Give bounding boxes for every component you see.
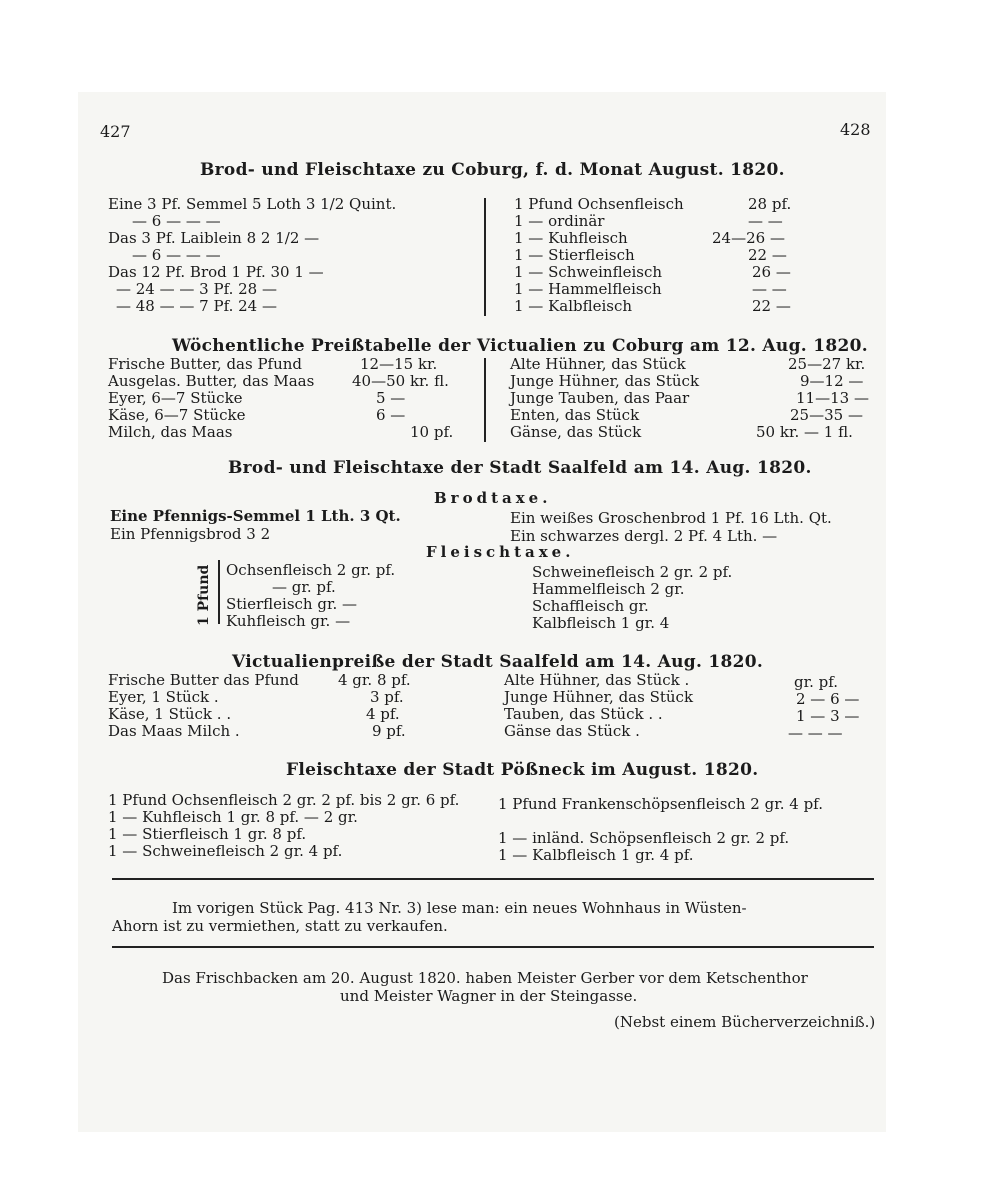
poessneck-meat-tax-title: Fleischtaxe der Stadt Pößneck im August. 1820. (286, 760, 759, 780)
table-row: — gr. pf. (272, 578, 336, 596)
table-row-price: 1 — 3 — (796, 707, 860, 725)
table-row: Schweinefleisch 2 gr. 2 pf. (532, 563, 733, 581)
table-row-price: 25—35 — (790, 406, 863, 424)
notice-line-3: (Nebst einem Bücherverzeichniß.) (614, 1013, 876, 1031)
table-row: Stierfleisch gr. — (226, 595, 358, 613)
table-row-item: Alte Hühner, das Stück (510, 355, 686, 373)
table-row: 1 — Stierfleisch 1 gr. 8 pf. (108, 825, 307, 843)
table-row-item: Tauben, das Stück . . (504, 705, 663, 723)
column-divider (484, 198, 486, 316)
table-row-item: Ausgelas. Butter, das Maas (108, 372, 315, 390)
side-label-pound: 1 Pfund (196, 564, 212, 626)
table-row-item: Eyer, 1 Stück . (108, 688, 219, 706)
table-row: Ein weißes Groschenbrod 1 Pf. 16 Lth. Qt. (510, 509, 832, 527)
bracket-line (218, 560, 220, 624)
table-row-price: 26 — (752, 263, 791, 281)
table-row-item: 1 Pfund Ochsenfleisch (514, 195, 684, 213)
table-row-item: Junge Hühner, das Stück (504, 688, 694, 706)
coburg-meat-tax-title: Brod- und Fleischtaxe zu Coburg, f. d. Monat August. 1820. (200, 160, 785, 180)
table-row: — 48 — — 7 Pf. 24 — (116, 297, 277, 315)
table-row-price: 4 gr. 8 pf. (338, 671, 411, 689)
table-row-price: 24—26 — (712, 229, 785, 247)
table-row-item: Junge Tauben, das Paar (510, 389, 690, 407)
table-row-price: 10 pf. (410, 423, 454, 441)
table-row-price: 9—12 — (800, 372, 864, 390)
table-row: 1 — Kalbfleisch 1 gr. 4 pf. (498, 846, 694, 864)
table-row-item: Das Maas Milch . (108, 722, 240, 740)
table-row-item: Käse, 6—7 Stücke (108, 406, 246, 424)
table-row: 1 — Kuhfleisch 1 gr. 8 pf. — 2 gr. (108, 808, 358, 826)
table-row: Kalbfleisch 1 gr. 4 (532, 614, 670, 632)
table-row-price: — — (748, 212, 783, 230)
table-row-price: 12—15 kr. (360, 355, 438, 373)
table-row-price: 2 — 6 — (796, 690, 860, 708)
meat-tax-heading: Fleischtaxe. (426, 543, 575, 561)
table-row: — 6 — — — (132, 246, 221, 264)
table-row-item: Milch, das Maas (108, 423, 233, 441)
table-row: Das 12 Pf. Brod 1 Pf. 30 1 — (108, 263, 324, 281)
table-row-price: 5 — (376, 389, 406, 407)
table-row-price: — — — (788, 724, 843, 742)
table-row: Ochsenfleisch 2 gr. pf. (226, 561, 396, 579)
separator-line (112, 946, 874, 948)
table-row-price: 6 — (376, 406, 406, 424)
notice-line-1: Das Frischbacken am 20. August 1820. haben Meister Gerber vor dem Ketschenthor (162, 969, 808, 987)
table-row: 1 Pfund Frankenschöpsenfleisch 2 gr. 4 pf. (498, 795, 823, 813)
bread-tax-heading: Brodtaxe. (434, 489, 552, 507)
table-row-item: Gänse, das Stück (510, 423, 642, 441)
table-row-price: 25—27 kr. (788, 355, 866, 373)
table-row: Eine Pfennigs-Semmel 1 Lth. 3 Qt. (110, 507, 401, 525)
table-row-price: 4 pf. (366, 705, 400, 723)
erratum-line-1: Im vorigen Stück Pag. 413 Nr. 3) lese man: ein neues Wohnhaus in Wüsten- (172, 899, 747, 917)
table-row-item: Junge Hühner, das Stück (510, 372, 700, 390)
table-row-item: 1 — Kuhfleisch (514, 229, 628, 247)
table-row: Ein Pfennigsbrod 3 2 (110, 525, 271, 543)
table-row-item: 1 — ordinär (514, 212, 605, 230)
table-row-price: gr. pf. (794, 673, 839, 691)
table-row: 1 — Schweinefleisch 2 gr. 4 pf. (108, 842, 343, 860)
separator-line (112, 878, 874, 880)
table-row-item: 1 — Hammelfleisch (514, 280, 662, 298)
table-row: — 6 — — — (132, 212, 221, 230)
table-row-price: 40—50 kr. fl. (352, 372, 449, 390)
table-row-item: Eyer, 6—7 Stücke (108, 389, 243, 407)
table-row-price: 3 pf. (370, 688, 404, 706)
table-row: Eine 3 Pf. Semmel 5 Loth 3 1/2 Quint. (108, 195, 397, 213)
table-row-item: 1 — Stierfleisch (514, 246, 635, 264)
table-row-item: Käse, 1 Stück . . (108, 705, 232, 723)
table-row: Schaffleisch gr. (532, 597, 649, 615)
table-row: 1 Pfund Ochsenfleisch 2 gr. 2 pf. bis 2 gr. 6 pf. (108, 791, 460, 809)
coburg-victuals-title: Wöchentliche Preißtabelle der Victualien zu Coburg am 12. Aug. 1820. (172, 336, 868, 356)
table-row-item: Frische Butter, das Pfund (108, 355, 303, 373)
table-row-price: 50 kr. — 1 fl. (756, 423, 853, 441)
table-row-price: 11—13 — (796, 389, 869, 407)
table-row: 1 — inländ. Schöpsenfleisch 2 gr. 2 pf. (498, 829, 790, 847)
table-row: Hammelfleisch 2 gr. (532, 580, 685, 598)
table-row: — 24 — — 3 Pf. 28 — (116, 280, 277, 298)
table-row-price: 22 — (748, 246, 787, 264)
saalfeld-victuals-title: Victualienpreiße der Stadt Saalfeld am 14. Aug. 1820. (232, 652, 764, 672)
table-row-item: 1 — Schweinfleisch (514, 263, 663, 281)
table-row-item: Gänse das Stück . (504, 722, 640, 740)
table-row-item: 1 — Kalbfleisch (514, 297, 633, 315)
table-row: Das 3 Pf. Laiblein 8 2 1/2 — (108, 229, 320, 247)
table-row: Kuhfleisch gr. — (226, 612, 351, 630)
table-row-price: 28 pf. (748, 195, 792, 213)
left-page-number: 427 (100, 122, 131, 141)
table-row-price: 22 — (752, 297, 791, 315)
table-row-price: 9 pf. (372, 722, 406, 740)
table-row-item: Alte Hühner, das Stück . (504, 671, 690, 689)
erratum-line-2: Ahorn ist zu vermiethen, statt zu verkaufen. (112, 917, 448, 935)
saalfeld-meat-tax-title: Brod- und Fleischtaxe der Stadt Saalfeld am 14. Aug. 1820. (228, 458, 812, 478)
table-row: Ein schwarzes dergl. 2 Pf. 4 Lth. — (510, 527, 778, 545)
table-row-item: Frische Butter das Pfund (108, 671, 299, 689)
table-row-price: — — (752, 280, 787, 298)
right-page-number: 428 (840, 120, 871, 139)
table-row-item: Enten, das Stück (510, 406, 640, 424)
notice-line-2: und Meister Wagner in der Steingasse. (340, 987, 638, 1005)
column-divider (484, 358, 486, 442)
